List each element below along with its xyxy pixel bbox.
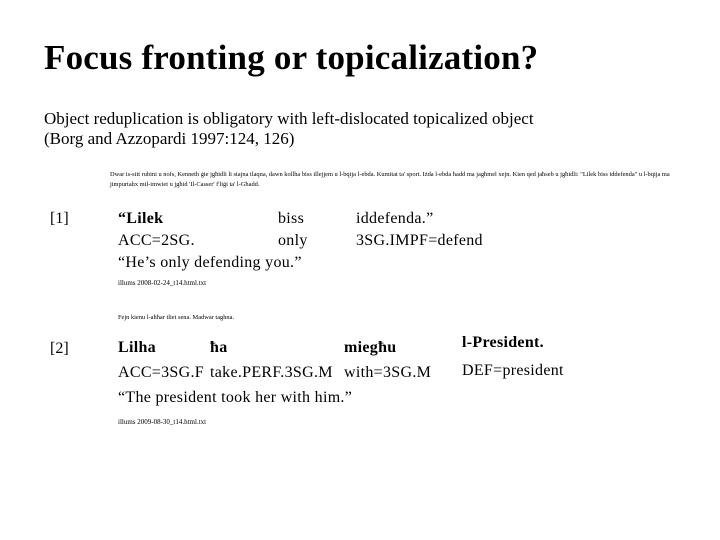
example-1-source: illums 2008-02-24_t14.html.txt xyxy=(118,279,207,287)
example-2-context: Fejn kienu l-aħħar tliet sena. Madwar taghna. xyxy=(118,314,235,321)
example-1-translation: “He’s only defending you.” xyxy=(118,254,302,271)
example-2-word-4: l-President. xyxy=(462,334,544,351)
example-2-gloss-4: DEF=president xyxy=(462,362,564,379)
example-2-gloss-3: with=3SG.M xyxy=(344,364,432,381)
intro-line-2: (Borg and Azzopardi 1997:124, 126) xyxy=(44,129,295,148)
example-1-context: Dwar is-sitt rubini u nofs, Kenneth ġie jgħidli li stajna tlaqna, dawn kollha biss illejjem u l-bqija l-ebda. Kumitat ta' sport. Iżda l-ebda ħadd ma jagħmel xejn. Kien qed jaħseb u jgħidli: "Lilek biss iddefenda" u l-bqija ma jimpurtahx mil-imwiet u jgħid 'Il-Casser' f'liġi ta' l-Għadd. xyxy=(110,171,670,188)
example-2-source: illums 2009-08-30_t14.html.txt xyxy=(118,418,207,426)
example-1-gloss-1: ACC=2SG. xyxy=(118,232,195,249)
example-1-number: [1] xyxy=(50,210,69,227)
example-2-gloss-1: ACC=3SG.F xyxy=(118,364,204,381)
example-1-word-2: biss xyxy=(278,210,305,227)
example-2-gloss-2: take.PERF.3SG.M xyxy=(210,364,333,381)
example-1-word-1: “Lilek xyxy=(118,210,164,227)
example-2-word-1: Lilha xyxy=(118,339,156,356)
slide-title: Focus fronting or topicalization? xyxy=(44,38,539,77)
example-2-word-2: ħa xyxy=(210,339,228,356)
example-1-gloss-2: only xyxy=(278,232,308,249)
intro-line-1: Object reduplication is obligatory with left-dislocated topicalized object xyxy=(44,109,534,128)
example-1-word-3: iddefenda.” xyxy=(356,210,434,227)
example-1-gloss-3: 3SG.IMPF=defend xyxy=(356,232,483,249)
example-2-number: [2] xyxy=(50,340,69,357)
intro-text xyxy=(44,109,684,149)
example-2-word-3: miegħu xyxy=(344,339,397,356)
example-2-translation: “The president took her with him.” xyxy=(118,389,353,406)
